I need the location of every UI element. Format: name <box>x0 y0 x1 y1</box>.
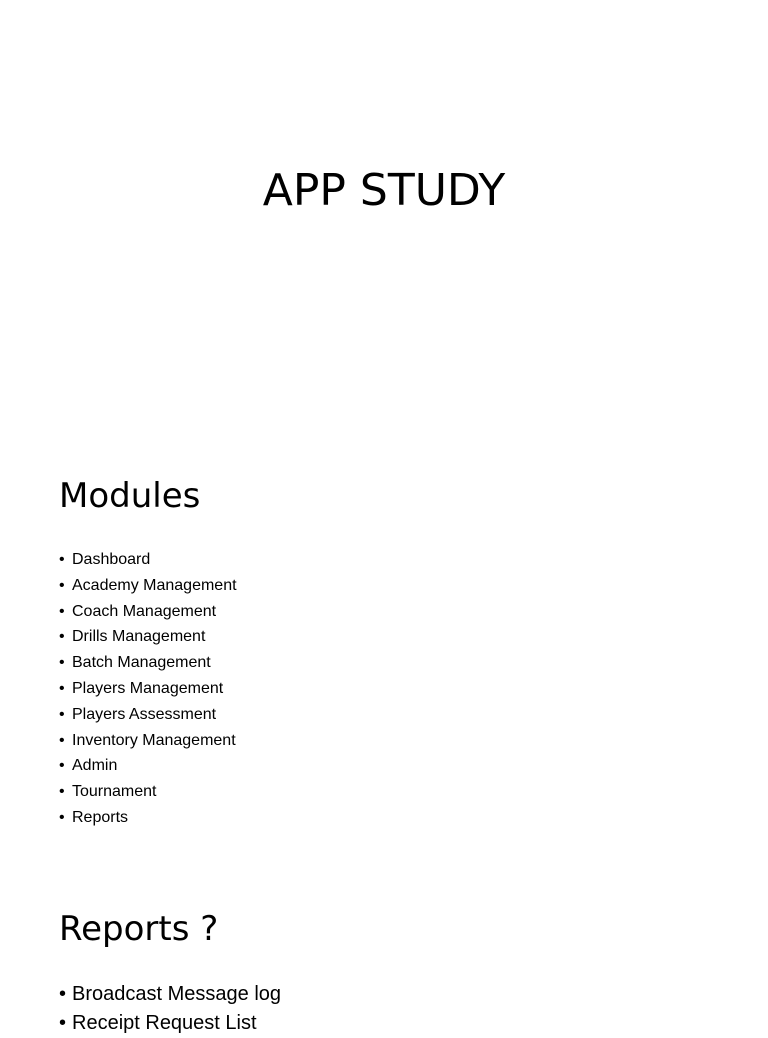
bullet-icon: • <box>59 654 65 672</box>
bullet-icon: • <box>59 551 65 568</box>
list-item-label: Receipt Request List <box>72 1012 257 1034</box>
bullet-icon: • <box>59 679 65 697</box>
list-item-label: Reports <box>72 808 129 826</box>
list-item-label: Players Management <box>72 679 224 697</box>
list-item <box>59 547 237 573</box>
list-item <box>59 980 281 1009</box>
list-item-label: Academy Management <box>72 576 237 594</box>
list-item <box>59 702 237 728</box>
bullet-icon: • <box>59 705 65 723</box>
reports-list <box>59 980 281 1038</box>
list-item <box>59 650 237 676</box>
list-item-label: Dashboard <box>72 551 151 568</box>
list-item-label: Broadcast Message log <box>72 983 282 1005</box>
list-item <box>59 779 237 805</box>
bullet-icon: • <box>59 602 65 620</box>
list-item <box>59 599 237 625</box>
bullet-icon: • <box>59 731 65 749</box>
list-item <box>59 805 237 831</box>
list-item-label: Admin <box>72 757 118 775</box>
list-item-label: Inventory Management <box>72 731 236 749</box>
list-item <box>59 624 237 650</box>
list-item-label: Drills Management <box>72 628 206 646</box>
bullet-icon: • <box>59 808 65 826</box>
list-item-label: Tournament <box>72 783 157 801</box>
bullet-icon: • <box>59 783 65 801</box>
list-item <box>59 676 237 702</box>
list-item <box>59 573 237 599</box>
bullet-icon: • <box>59 983 67 1005</box>
list-item-label: Coach Management <box>72 602 217 620</box>
slide-title: APP STUDY <box>262 165 506 216</box>
bullet-icon: • <box>59 576 65 594</box>
list-item <box>59 728 237 754</box>
modules-heading: Modules <box>59 476 201 516</box>
bullet-icon: • <box>59 1012 67 1034</box>
list-item-label: Players Assessment <box>72 705 217 723</box>
bullet-icon: • <box>59 757 65 775</box>
reports-heading: Reports ? <box>59 909 219 949</box>
bullet-icon: • <box>59 628 65 646</box>
list-item-label: Batch Management <box>72 654 211 672</box>
modules-list <box>59 547 237 831</box>
list-item <box>59 753 237 779</box>
